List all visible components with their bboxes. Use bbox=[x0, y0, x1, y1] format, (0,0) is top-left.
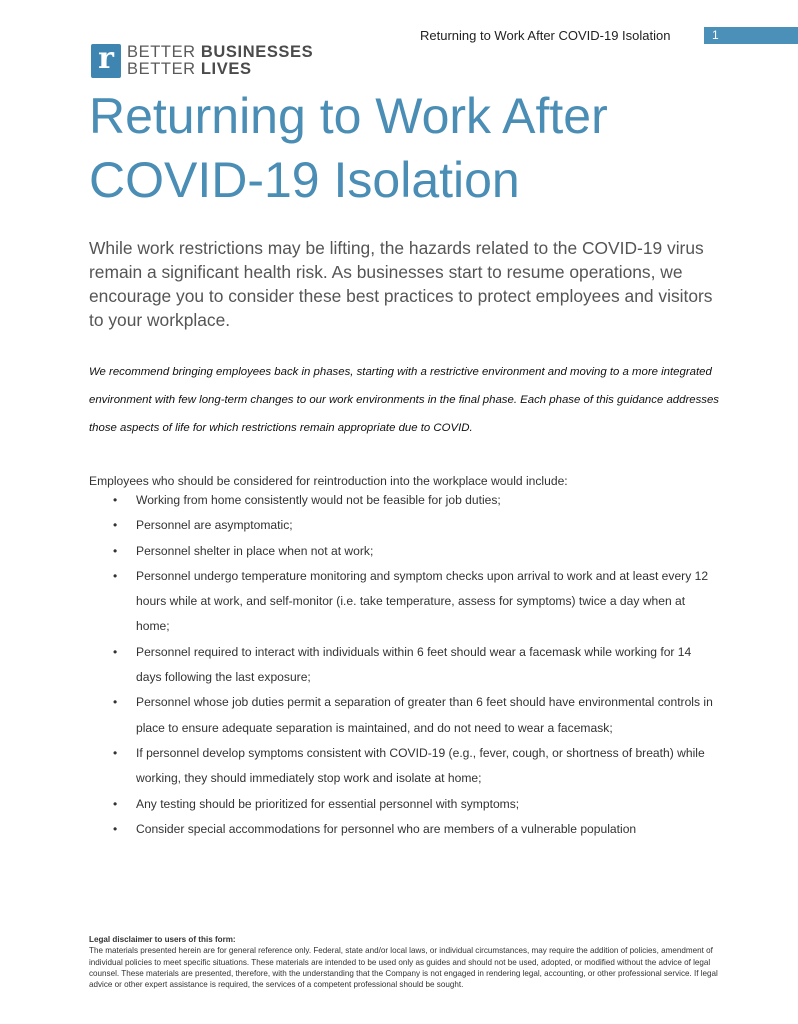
brand-logo bbox=[91, 41, 341, 78]
intro-paragraph: While work restrictions may be lifting, the hazards related to the COVID-19 virus remain a significant health risk. As businesses start to resume operations, we encourage you to consider these best practices to protect employees and visitors to your workplace. bbox=[89, 238, 713, 330]
bullet-icon: • bbox=[113, 644, 118, 659]
list-item: • Any testing should be prioritized for essential personnel with symptoms; bbox=[89, 792, 719, 817]
page-number: 1 bbox=[704, 27, 798, 44]
list-item: • Consider special accommodations for personnel who are members of a vulnerable population bbox=[89, 817, 719, 842]
bullet-icon: • bbox=[113, 796, 118, 811]
list-item: • Personnel required to interact with individuals within 6 feet should wear a facemask while working for 14 days following the last exposure; bbox=[89, 640, 719, 691]
list-intro: Employees who should be considered for reintroduction into the workplace would include: bbox=[89, 474, 568, 488]
list-item: • If personnel develop symptoms consistent with COVID-19 (e.g., fever, cough, or shortness of breath) while working, they should immediately stop work and isolate at home; bbox=[89, 741, 719, 792]
list-item: • Personnel are asymptomatic; bbox=[89, 513, 719, 538]
bullet-icon: • bbox=[113, 493, 118, 507]
logo-wordmark: BETTER BUSINESSES BETTER LIVES bbox=[127, 43, 314, 78]
eligibility-list bbox=[89, 488, 719, 842]
bullet-icon: • bbox=[113, 568, 118, 583]
list-item: • Personnel shelter in place when not at work; bbox=[89, 539, 719, 564]
bullet-icon: • bbox=[113, 543, 118, 558]
bullet-icon: • bbox=[113, 745, 118, 760]
page-title: Returning to Work After COVID-19 Isolation bbox=[89, 88, 608, 208]
running-header: Returning to Work After COVID-19 Isolation bbox=[420, 28, 671, 43]
logo-mark-icon: r bbox=[91, 44, 121, 78]
recommendation-paragraph: We recommend bringing employees back in phases, starting with a restrictive environment and moving to a more integrated environment with few long-term changes to our work environments in the final phase. Each phase of this guidance addresses those aspects of life for which restrictions remain appropriate due to COVID. bbox=[89, 366, 720, 434]
bullet-icon: • bbox=[113, 518, 118, 533]
list-item: • Personnel whose job duties permit a separation of greater than 6 feet should have environmental controls in place to ensure adequate separation is maintained, and do not need to wear a facemask; bbox=[89, 690, 719, 741]
legal-disclaimer bbox=[89, 934, 719, 990]
list-item: • Working from home consistently would not be feasible for job duties; bbox=[89, 488, 719, 513]
disclaimer-text: The materials presented herein are for general reference only. Federal, state and/or local laws, or individual circumstances, may require the addition of policies, amendment of individual policies to meet specific situations. These materials are intended to be used only as guides and should not be used, adopted, or modified without the advice of legal counsel. These materials are presented, therefore, with the understanding that the Company is not engaged in rendering legal, accounting, or other professional service. If legal advice or other expert assistance is required, the services of a competent professional should be sought. bbox=[89, 946, 718, 990]
bullet-icon: • bbox=[113, 821, 118, 836]
list-item: • Personnel undergo temperature monitoring and symptom checks upon arrival to work and at least every 12 hours while at work, and self-monitor (i.e. take temperature, assess for symptoms) twice a day when at home; bbox=[89, 564, 719, 640]
disclaimer-heading: Legal disclaimer to users of this form: bbox=[89, 935, 236, 944]
bullet-icon: • bbox=[113, 695, 118, 710]
